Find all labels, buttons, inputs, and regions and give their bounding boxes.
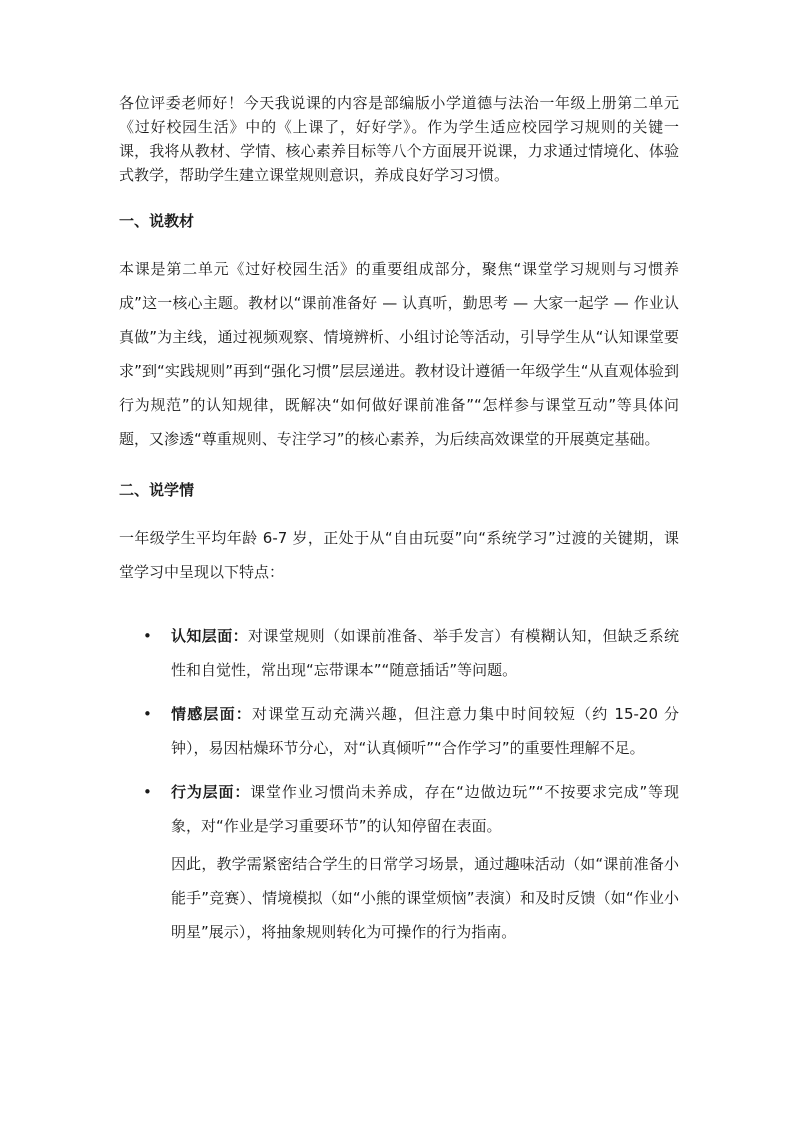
document-content bbox=[119, 91, 679, 949]
bullet-icon: • bbox=[143, 783, 152, 801]
list-item bbox=[119, 619, 679, 687]
bullet-icon: • bbox=[143, 627, 152, 645]
list-item-label: 情感层面： bbox=[171, 705, 253, 723]
list-item bbox=[119, 697, 679, 765]
section-body-textbook: 本课是第二单元《过好校园生活》的重要组成部分，聚焦“课堂学习规则与习惯养成”这一核心主题。教材以“课前准备好 — 认真听，勤思考 — 大家一起学 — 作业认真做”为主线，通过视频观察、情境辨析、小组讨论等活动，引导学生从“认知课堂要求”到“实践规则”再到“强化习惯”层层递进。教材设计遵循一年级学生“从直观体验到行为规范”的认知规律，既解决“如何做好课前准备”“怎样参与课堂互动”等具体问题，又渗透“尊重规则、专注学习”的核心素养，为后续高效课堂的开展奠定基础。 bbox=[119, 260, 679, 448]
list-item-label: 行为层面： bbox=[171, 783, 251, 801]
list-item-text: 对课堂互动充满兴趣，但注意力集中时间较短（约 15-20 分钟），易因枯燥环节分心，对“认真倾听”“合作学习”的重要性理解不足。 bbox=[171, 705, 679, 757]
section-heading-students: 二、说学情 bbox=[119, 481, 195, 499]
list-item-text: 对课堂规则（如课前准备、举手发言）有模糊认知，但缺乏系统性和自觉性，常出现“忘带课本”“随意插话”等问题。 bbox=[171, 627, 679, 679]
list-item bbox=[119, 775, 679, 843]
summary-paragraph: 因此，教学需紧密结合学生的日常学习场景，通过趣味活动（如“课前准备小能手”竞赛）、情境模拟（如“小熊的课堂烦恼”表演）和及时反馈（如“作业小明星”展示），将抽象规则转化为可操作的行为指南。 bbox=[171, 855, 679, 941]
list-item-label: 认知层面： bbox=[171, 627, 249, 645]
section-body-students: 一年级学生平均年龄 6-7 岁，正处于从“自由玩耍”向“系统学习”过渡的关键期，课堂学习中呈现以下特点： bbox=[119, 529, 679, 581]
intro-paragraph: 各位评委老师好！今天我说课的内容是部编版小学道德与法治一年级上册第二单元《过好校园生活》中的《上课了，好好学》。作为学生适应校园学习规则的关键一课，我将从教材、学情、核心素养目标等八个方面展开说课，力求通过情境化、体验式教学，帮助学生建立课堂规则意识，养成良好学习习惯。 bbox=[119, 94, 679, 184]
student-traits-list bbox=[119, 619, 679, 843]
list-item-text: 课堂作业习惯尚未养成，存在“边做边玩”“不按要求完成”等现象，对“作业是学习重要环节”的认知停留在表面。 bbox=[171, 783, 679, 835]
bullet-icon: • bbox=[143, 705, 152, 723]
section-heading-textbook: 一、说教材 bbox=[119, 212, 195, 230]
